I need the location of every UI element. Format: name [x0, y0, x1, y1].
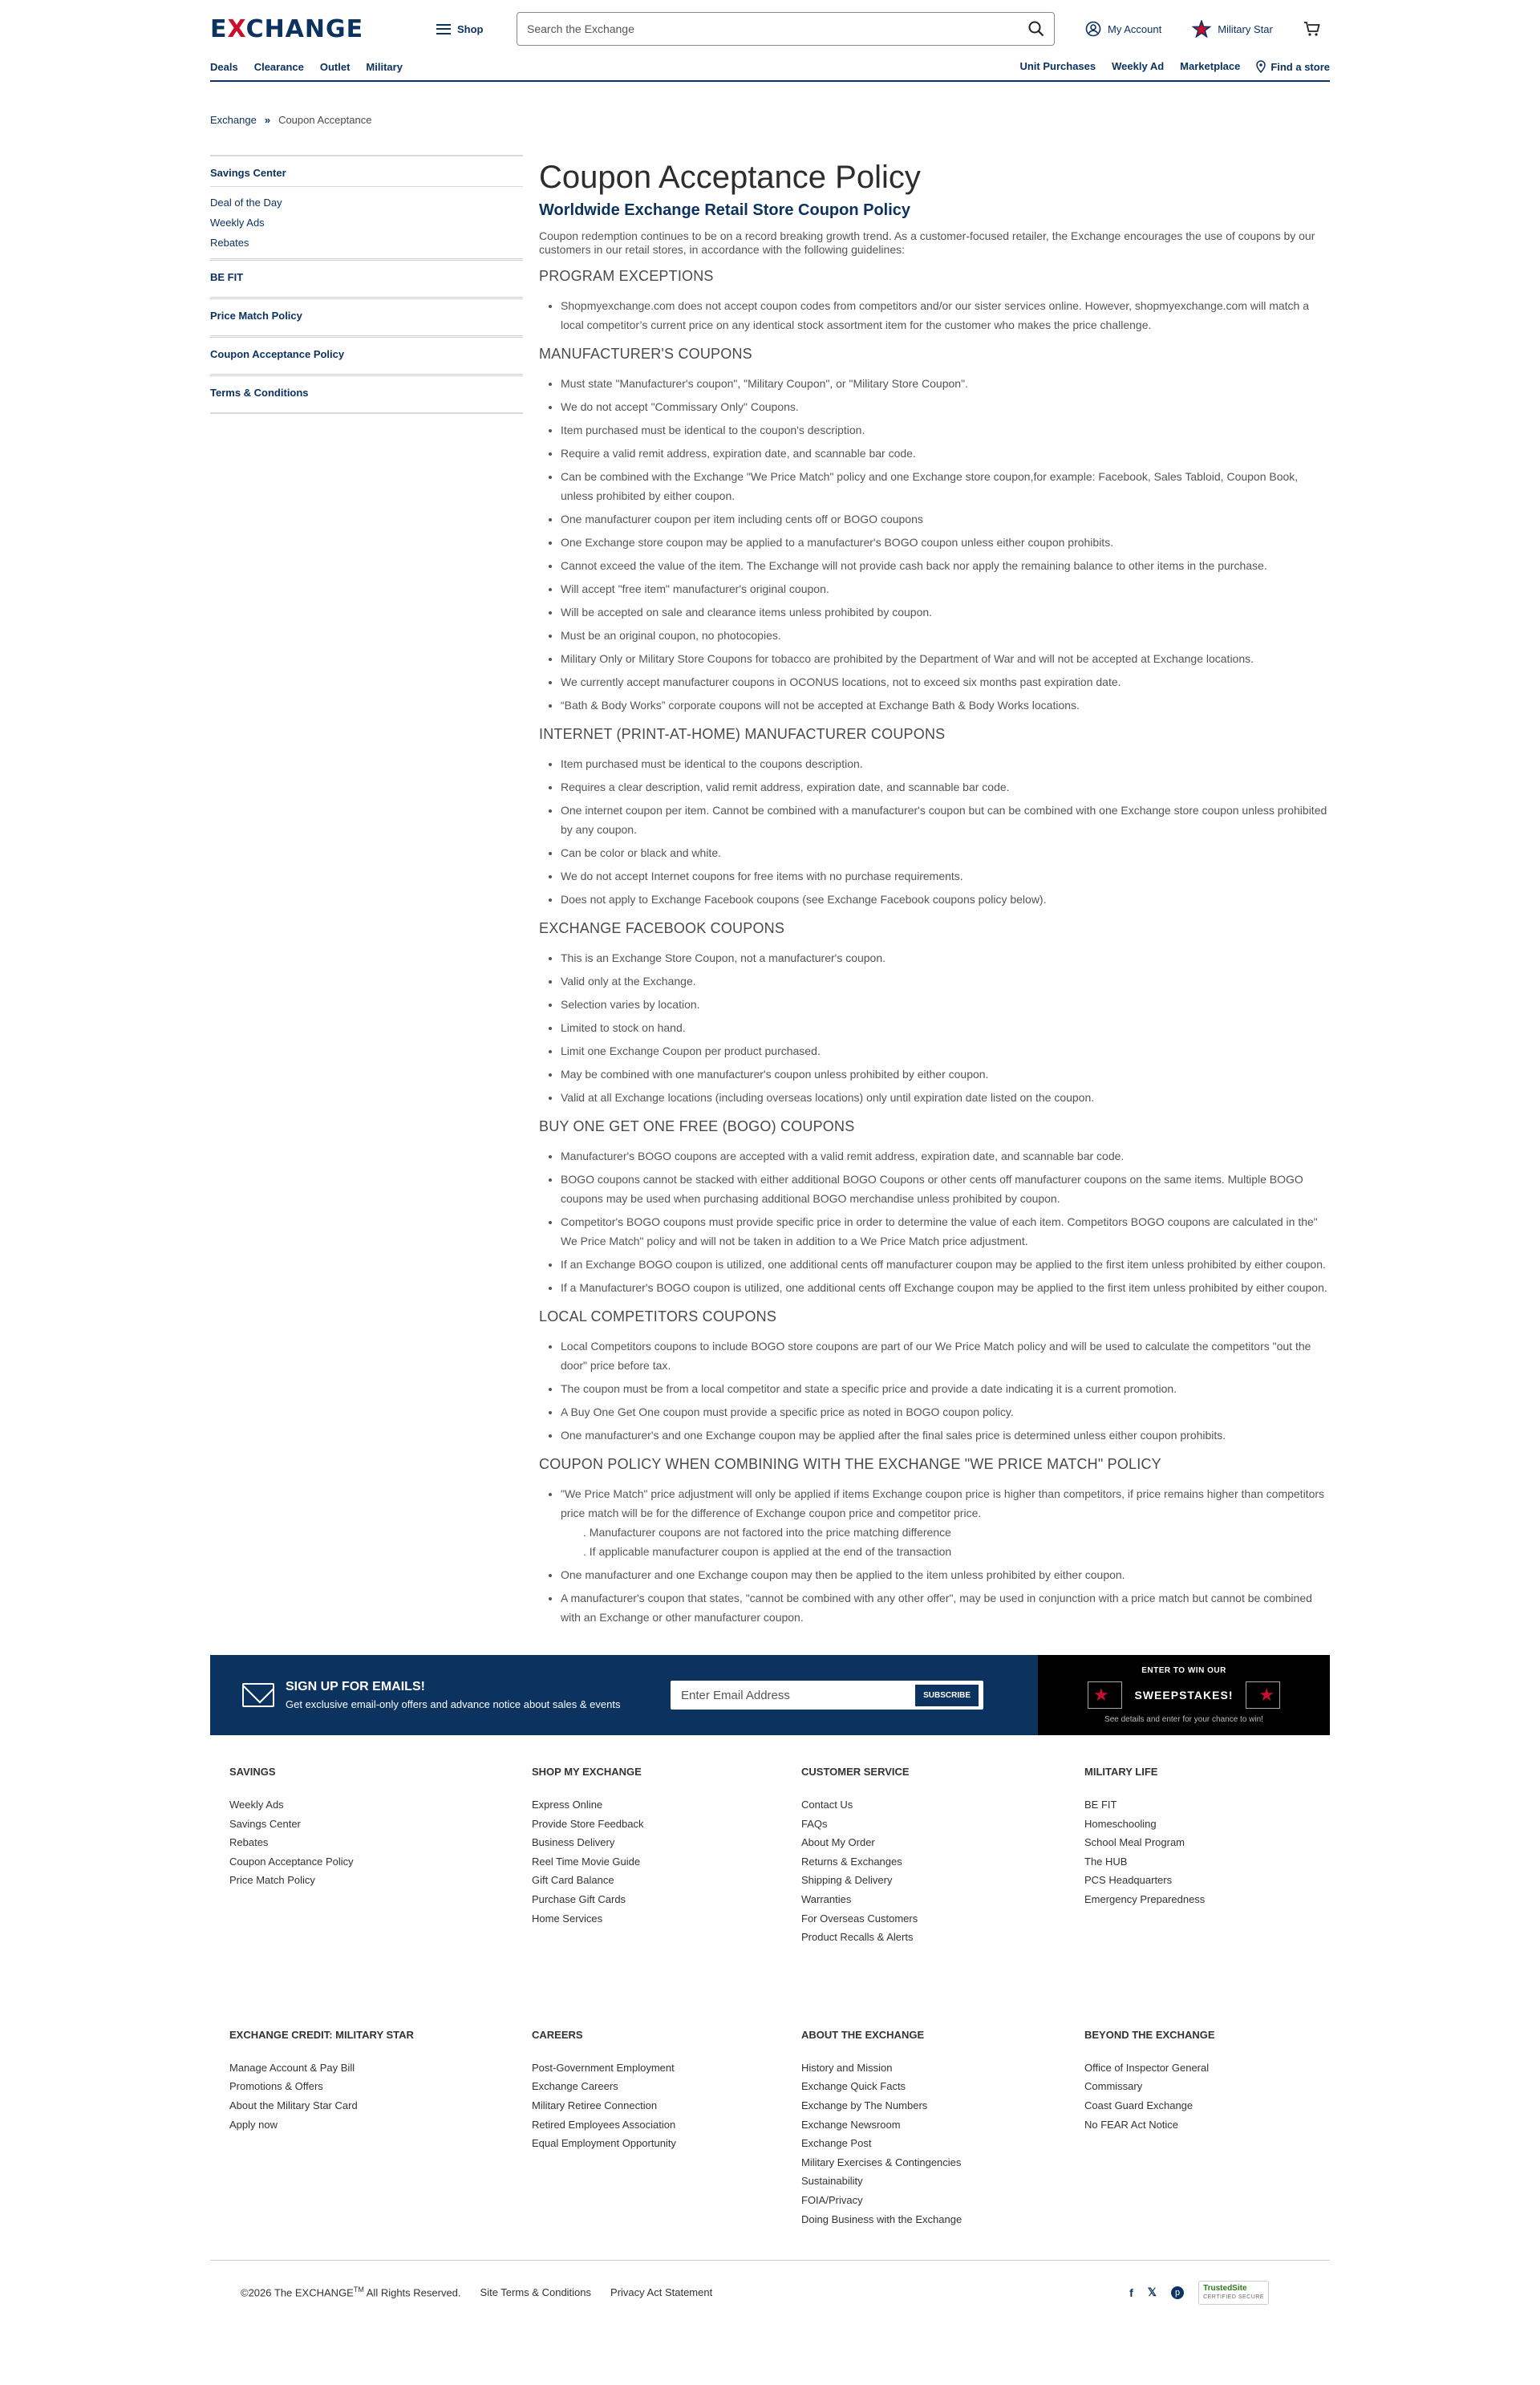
footer-link[interactable]: Savings Center	[229, 1817, 301, 1830]
list-item: • Must state "Manufacturer's coupon", "Military Coupon", or "Military Store Coupon".	[561, 374, 1330, 393]
nav-deals[interactable]: Deals	[210, 60, 238, 73]
location-pin-icon	[1256, 60, 1266, 73]
list-item: • We do not accept "Commissary Only" Coupons.	[561, 397, 1330, 416]
footer-link[interactable]: For Overseas Customers	[801, 1912, 918, 1925]
sweepstakes-box	[1088, 1681, 1280, 1709]
footer-column	[532, 1766, 801, 1950]
footer-link[interactable]: Exchange by The Numbers	[801, 2099, 928, 2111]
footer-link[interactable]: Express Online	[532, 1799, 603, 1811]
bullet-list	[561, 754, 1330, 909]
list-item	[561, 1484, 1330, 1561]
list-item: • Local Competitors coupons to include BOGO store coupons are part of our We Price Match policy and will be used to calculate the competitors "out the door" price before tax.	[561, 1336, 1330, 1375]
footer-link[interactable]: Military Exercises & Contingencies	[801, 2156, 962, 2168]
footer-link[interactable]: Home Services	[532, 1912, 603, 1925]
header-top-bar	[210, 0, 1330, 58]
list-item: • Shopmyexchange.com does not accept coupon codes from competitors and/or our sister services online. However, shopmyexchange.com will match a local competitor’s current price on any identical stock assortment item for the customer who makes the price challenge.	[561, 296, 1330, 335]
sweepstakes-frame	[1088, 1681, 1280, 1709]
my-account-label: My Account	[1108, 22, 1162, 35]
signup-subtitle: Get exclusive email-only offers and advance notice about sales & events	[286, 1698, 621, 1710]
main-content	[539, 155, 1330, 1631]
signup-title: SIGN UP FOR EMAILS!	[286, 1680, 425, 1693]
footer-column	[801, 2029, 1084, 2232]
footer-column-title: CAREERS	[532, 2028, 583, 2041]
footer-link[interactable]: Rebates	[229, 1836, 269, 1849]
copyright	[241, 2286, 461, 2298]
trustedsite-subtitle: CERTIFIED SECURE	[1203, 2294, 1264, 2300]
list-item: • We do not accept Internet coupons for free items with no purchase requirements.	[561, 866, 1330, 886]
nav-weekly-ad[interactable]: Weekly Ad	[1112, 60, 1165, 72]
footer-link[interactable]: Product Recalls & Alerts	[801, 1931, 914, 1944]
footer-link[interactable]: FAQs	[801, 1817, 828, 1830]
sidebar-end-divider	[210, 412, 523, 414]
section-heading: INTERNET (PRINT-AT-HOME) MANUFACTURER COUPONS	[539, 726, 946, 742]
list-item: • The coupon must be from a local competitor and state a specific price and provide a date indicating it is a current promotion.	[561, 1379, 1330, 1398]
footer-column	[1084, 2029, 1325, 2232]
list-item: • Limited to stock on hand.	[561, 1018, 1330, 1037]
list-item: • Must be an original coupon, no photocopies.	[561, 626, 1330, 645]
footer-column-title: MILITARY LIFE	[1084, 1766, 1158, 1778]
bullet-list	[561, 296, 1330, 335]
list-item: • Valid at all Exchange locations (including overseas locations) only until expiration date listed on the coupon.	[561, 1088, 1330, 1107]
page-title: Coupon Acceptance Policy	[539, 160, 921, 195]
list-item: • Selection varies by location.	[561, 995, 1330, 1014]
star-icon: ★	[1258, 1685, 1275, 1705]
list-item: • Item purchased must be identical to the coupons description.	[561, 754, 1330, 773]
list-item: • Limit one Exchange Coupon per product purchased.	[561, 1041, 1330, 1061]
section-heading: PROGRAM EXCEPTIONS	[539, 268, 714, 284]
bullet-list	[561, 1484, 1330, 1627]
list-item: • May be combined with one manufacturer's coupon unless prohibited by either coupon.	[561, 1065, 1330, 1084]
list-item: • This is an Exchange Store Coupon, not a manufacturer's coupon.	[561, 948, 1330, 967]
footer-link[interactable]: History and Mission	[801, 2061, 893, 2074]
search-input[interactable]	[527, 22, 1028, 35]
footer-link[interactable]: Purchase Gift Cards	[532, 1892, 626, 1905]
shop-label: Shop	[457, 22, 484, 35]
copyright-rights: All Rights Reserved.	[363, 2286, 461, 2299]
section-heading: COUPON POLICY WHEN COMBINING WITH THE EXCHANGE "WE PRICE MATCH" POLICY	[539, 1456, 1161, 1472]
policy-sections	[539, 268, 1330, 1445]
footer-column-title: ABOUT THE EXCHANGE	[801, 2028, 925, 2041]
list-subitem: . Manufacturer coupons are not factored into the price matching difference	[583, 1526, 951, 1539]
footer-link[interactable]: Retired Employees Association	[532, 2118, 676, 2131]
bullet-list	[561, 374, 1330, 715]
trustedsite-badge[interactable]	[1198, 2281, 1269, 2305]
bullet-list	[561, 1336, 1330, 1445]
list-item: • Cannot exceed the value of the item. The Exchange will not provide cash back nor apply the remaining balance to other items in the purchase.	[561, 556, 1330, 575]
footer-link[interactable]: FOIA/Privacy	[801, 2193, 863, 2206]
breadcrumb-separator: »	[264, 114, 271, 126]
list-item: • Competitor's BOGO coupons must provide specific price in order to determine the value of each item. Competitors BOGO coupons are calculated in the" We Price Match" policy and will not be taken in addition to a We Price Match price adjustment.	[561, 1212, 1330, 1251]
footer-link[interactable]: Apply now	[229, 2118, 278, 2131]
list-item: • BOGO coupons cannot be stacked with either additional BOGO Coupons or other cents off manufacturer coupons on the same items. Multiple BOGO coupons may be used when purchasing additional BOGO merchandise unless prohibited by coupon.	[561, 1170, 1330, 1208]
nav-find-store[interactable]	[1256, 60, 1330, 73]
page	[210, 0, 1330, 2324]
email-field[interactable]	[681, 1689, 914, 1702]
star-icon: ★	[1093, 1685, 1109, 1705]
footer-row-2	[210, 1998, 1330, 2232]
section-heading: BUY ONE GET ONE FREE (BOGO) COUPONS	[539, 1118, 855, 1134]
page-subtitle: Worldwide Exchange Retail Store Coupon Policy	[539, 201, 911, 219]
sidebar-item-coupon-policy[interactable]: Coupon Acceptance Policy	[210, 348, 345, 360]
nav-unit-purchases[interactable]: Unit Purchases	[1019, 60, 1096, 72]
footer-column-title: CUSTOMER SERVICE	[801, 1766, 910, 1778]
list-item: • One internet coupon per item. Cannot be combined with a manufacturer's coupon but can be combined with one Exchange store coupon unless prohibited by any coupon.	[561, 801, 1330, 839]
sidebar-item-rebates[interactable]: Rebates	[210, 237, 249, 249]
military-star-label: Military Star	[1218, 22, 1273, 35]
nav-clearance[interactable]: Clearance	[253, 60, 304, 73]
footer-link[interactable]: Coast Guard Exchange	[1084, 2099, 1194, 2111]
list-item: • One manufacturer coupon per item including cents off or BOGO coupons	[561, 509, 1330, 529]
list-item: • If an Exchange BOGO coupon is utilized, one additional cents off manufacturer coupon may be applied to the first item unless prohibited by either coupon.	[561, 1255, 1330, 1274]
nav-marketplace[interactable]: Marketplace	[1180, 60, 1241, 72]
list-item: • One Exchange store coupon may be applied to a manufacturer's BOGO coupon unless either coupon prohibits.	[561, 533, 1330, 552]
nav-right	[1019, 60, 1330, 73]
list-item: • Military Only or Military Store Coupons for tobacco are prohibited by the Department of War and will not be accepted at Exchange locations.	[561, 649, 1330, 668]
list-item: • Item purchased must be identical to the coupon's description.	[561, 420, 1330, 440]
footer-link[interactable]: Coupon Acceptance Policy	[229, 1855, 354, 1868]
list-item: • Manufacturer's BOGO coupons are accepted with a valid remit address, expiration date, and scannable bar code.	[561, 1146, 1330, 1166]
footer-link[interactable]: Weekly Ads	[229, 1799, 284, 1811]
footer-column-title: SAVINGS	[229, 1766, 276, 1778]
footer-link[interactable]: Gift Card Balance	[532, 1874, 614, 1887]
list-item: • Will be accepted on sale and clearance items unless prohibited by coupon.	[561, 602, 1330, 622]
sweepstakes-top-text: ENTER TO WIN OUR	[1141, 1666, 1226, 1675]
my-account-link[interactable]	[1085, 21, 1161, 37]
breadcrumb-home[interactable]: Exchange	[210, 114, 257, 126]
list-subitem: . If applicable manufacturer coupon is applied at the end of the transaction	[583, 1545, 952, 1558]
nav-left	[210, 61, 403, 73]
footer-link[interactable]: School Meal Program	[1084, 1836, 1185, 1849]
sweepstakes-promo[interactable]	[1038, 1655, 1330, 1735]
footer-link[interactable]: Homeschooling	[1084, 1817, 1157, 1830]
list-item: • If a Manufacturer's BOGO coupon is utilized, one additional cents off Exchange coupon may be applied to the first item unless prohibited by either coupon.	[561, 1278, 1330, 1297]
list-item-text: "We Price Match" price adjustment will only be applied if items Exchange coupon price is higher than competitors, if price remains higher than competitors price match will be for the difference of Exchange coupon price and competitor price.	[561, 1487, 1325, 1519]
breadcrumb	[210, 114, 1330, 126]
list-item: • One manufacturer's and one Exchange coupon may be applied after the final sales price is determined unless either coupon prohibits.	[561, 1426, 1330, 1445]
footer-link[interactable]: Exchange Quick Facts	[801, 2080, 906, 2093]
nav-military[interactable]: Military	[366, 60, 403, 73]
email-signup-banner	[210, 1655, 1330, 1735]
footer-link[interactable]: About My Order	[801, 1836, 875, 1849]
footer-column	[1084, 1766, 1325, 1950]
footer-link[interactable]: No FEAR Act Notice	[1084, 2118, 1179, 2131]
sidebar-item-price-match[interactable]: Price Match Policy	[210, 310, 302, 322]
footer-link[interactable]: BE FIT	[1084, 1799, 1117, 1811]
footer-column	[532, 2029, 801, 2232]
user-icon	[1085, 21, 1101, 37]
subscribe-button[interactable]: SUBSCRIBE	[914, 1684, 979, 1707]
cart-icon	[1303, 21, 1321, 37]
site-terms-link[interactable]: Site Terms & Conditions	[480, 2286, 592, 2299]
sidebar-group-coupon	[210, 335, 523, 374]
search-icon[interactable]	[1028, 21, 1044, 37]
footer-link[interactable]: Commissary	[1084, 2080, 1143, 2093]
list-item: • A Buy One Get One coupon must provide a specific price as noted in BOGO coupon policy.	[561, 1402, 1330, 1422]
footer-link[interactable]: Doing Business with the Exchange	[801, 2213, 962, 2225]
bullet-list	[561, 948, 1330, 1107]
footer-column-title: EXCHANGE CREDIT: MILITARY STAR	[229, 2028, 414, 2041]
breadcrumb-current: Coupon Acceptance	[278, 114, 372, 126]
sidebar-group-befit	[210, 258, 523, 297]
footer-link[interactable]: PCS Headquarters	[1084, 1874, 1173, 1887]
trademark: TM	[353, 2286, 364, 2294]
sidebar-group-savings	[210, 155, 523, 258]
footer-link[interactable]: Business Delivery	[532, 1836, 615, 1849]
sweepstakes-bottom-text: See details and enter for your chance to win!	[1104, 1715, 1263, 1724]
trustedsite-title: TrustedSite	[1203, 2283, 1247, 2293]
section-heading: EXCHANGE FACEBOOK COUPONS	[539, 920, 785, 936]
footer-link[interactable]: Post-Government Employment	[532, 2061, 675, 2074]
social-links	[1129, 2281, 1269, 2305]
footer-link[interactable]: Price Match Policy	[229, 1874, 315, 1887]
footer-link[interactable]: Warranties	[801, 1892, 852, 1905]
footer-link[interactable]: Promotions & Offers	[229, 2080, 323, 2093]
content-layout	[210, 155, 1330, 1631]
list-item: • Can be color or black and white.	[561, 843, 1330, 862]
mail-icon	[242, 1683, 274, 1707]
facebook-icon[interactable]: f	[1129, 2286, 1133, 2299]
sidebar-sublist	[210, 186, 523, 252]
section-heading: LOCAL COMPETITORS COUPONS	[539, 1308, 777, 1324]
copyright-text: ©2026 The EXCHANGE	[241, 2286, 354, 2299]
sidebar-item-deal-of-day[interactable]: Deal of the Day	[210, 197, 282, 209]
list-item: • Can be combined with the Exchange "We Price Match" policy and one Exchange store coupon,for example: Facebook, Sales Tabloid, Coupon Book, unless prohibited by either coupon.	[561, 467, 1330, 505]
footer-link[interactable]: Exchange Newsroom	[801, 2118, 901, 2131]
footer-link[interactable]: Emergency Preparedness	[1084, 1892, 1206, 1905]
footer-link[interactable]: Military Retiree Connection	[532, 2099, 658, 2111]
exchange-logo[interactable]: EXCHANGE	[210, 14, 364, 43]
list-item: • Valid only at the Exchange.	[561, 971, 1330, 991]
footer-link[interactable]: Office of Inspector General	[1084, 2061, 1210, 2074]
footer-link[interactable]: Exchange Post	[801, 2137, 872, 2150]
sidebar-item-weekly-ads[interactable]: Weekly Ads	[210, 217, 265, 229]
intro-paragraph: Coupon redemption continues to be on a record breaking growth trend. As a customer-focused retailer, the Exchange encourages the use of coupons by our customers in our retail stores, in accordance with the following guidelines:	[539, 229, 1315, 256]
footer-column-title: SHOP MY EXCHANGE	[532, 1766, 642, 1778]
footer-link[interactable]: Equal Employment Opportunity	[532, 2137, 676, 2150]
nav-outlet[interactable]: Outlet	[319, 60, 351, 73]
footer-link[interactable]: About the Military Star Card	[229, 2099, 358, 2111]
sidebar-group-price-match	[210, 297, 523, 335]
cart-link[interactable]	[1303, 21, 1321, 37]
list-item: • A manufacturer's coupon that states, "cannot be combined with any other offer", may be used in conjunction with a price match but cannot be combined with an Exchange or other manufacturer coupon.	[561, 1588, 1330, 1627]
footer-link[interactable]: Manage Account & Pay Bill	[229, 2061, 355, 2074]
footer-row-1	[210, 1735, 1330, 1950]
military-star-link[interactable]	[1192, 20, 1273, 38]
footer-link[interactable]: Reel Time Movie Guide	[532, 1855, 641, 1868]
footer-column	[229, 1766, 532, 1950]
footer-link[interactable]: The HUB	[1084, 1855, 1128, 1868]
footer-link[interactable]: Exchange Careers	[532, 2080, 618, 2093]
footer-link[interactable]: Provide Store Feedback	[532, 1817, 644, 1830]
footer-link[interactable]: Contact Us	[801, 1799, 853, 1811]
bullet-list	[561, 1146, 1330, 1297]
hamburger-icon	[436, 24, 451, 34]
footer-column	[801, 1766, 1084, 1950]
site-footer	[210, 1735, 1330, 2324]
x-icon[interactable]: 𝕏	[1147, 2286, 1157, 2299]
list-item: • Require a valid remit address, expiration date, and scannable bar code.	[561, 444, 1330, 463]
pinterest-icon[interactable]: p	[1171, 2286, 1184, 2299]
shop-menu-button[interactable]	[436, 23, 517, 35]
sidebar-item-terms[interactable]: Terms & Conditions	[210, 387, 309, 399]
list-item: • One manufacturer and one Exchange coupon may then be applied to the item unless prohibited by either coupon.	[561, 1565, 1330, 1584]
sweepstakes-word: SWEEPSTAKES!	[1121, 1681, 1247, 1709]
footer-column	[229, 2029, 532, 2232]
star-icon	[1192, 20, 1211, 38]
sidebar-item-be-fit[interactable]: BE FIT	[210, 271, 244, 283]
footer-bottom-bar	[210, 2260, 1330, 2324]
sidebar-group-terms	[210, 374, 523, 412]
footer-link[interactable]: Returns & Exchanges	[801, 1855, 902, 1868]
sidebar	[210, 155, 523, 1631]
sidebar-item-savings-center[interactable]: Savings Center	[210, 167, 286, 179]
footer-column-title: BEYOND THE EXCHANGE	[1084, 2028, 1215, 2041]
header-nav	[210, 58, 1330, 82]
list-item: • We currently accept manufacturer coupons in OCONUS locations, not to exceed six months past expiration date.	[561, 672, 1330, 692]
privacy-link[interactable]: Privacy Act Statement	[610, 2286, 713, 2299]
section-heading: MANUFACTURER'S COUPONS	[539, 346, 752, 362]
email-form	[671, 1681, 983, 1710]
list-item: • Does not apply to Exchange Facebook coupons (see Exchange Facebook coupons policy below).	[561, 890, 1330, 909]
search-box	[517, 12, 1055, 46]
footer-link[interactable]: Shipping & Delivery	[801, 1874, 893, 1887]
signup-text	[286, 1680, 671, 1710]
footer-link[interactable]: Sustainability	[801, 2175, 863, 2188]
site-header	[210, 0, 1330, 82]
list-item: • Will accept "free item" manufacturer's original coupon.	[561, 579, 1330, 598]
find-store-label: Find a store	[1270, 60, 1330, 73]
list-item: • Requires a clear description, valid remit address, expiration date, and scannable bar code.	[561, 777, 1330, 797]
list-item: • “Bath & Body Works” corporate coupons will not be accepted at Exchange Bath & Body Works locations.	[561, 696, 1330, 715]
